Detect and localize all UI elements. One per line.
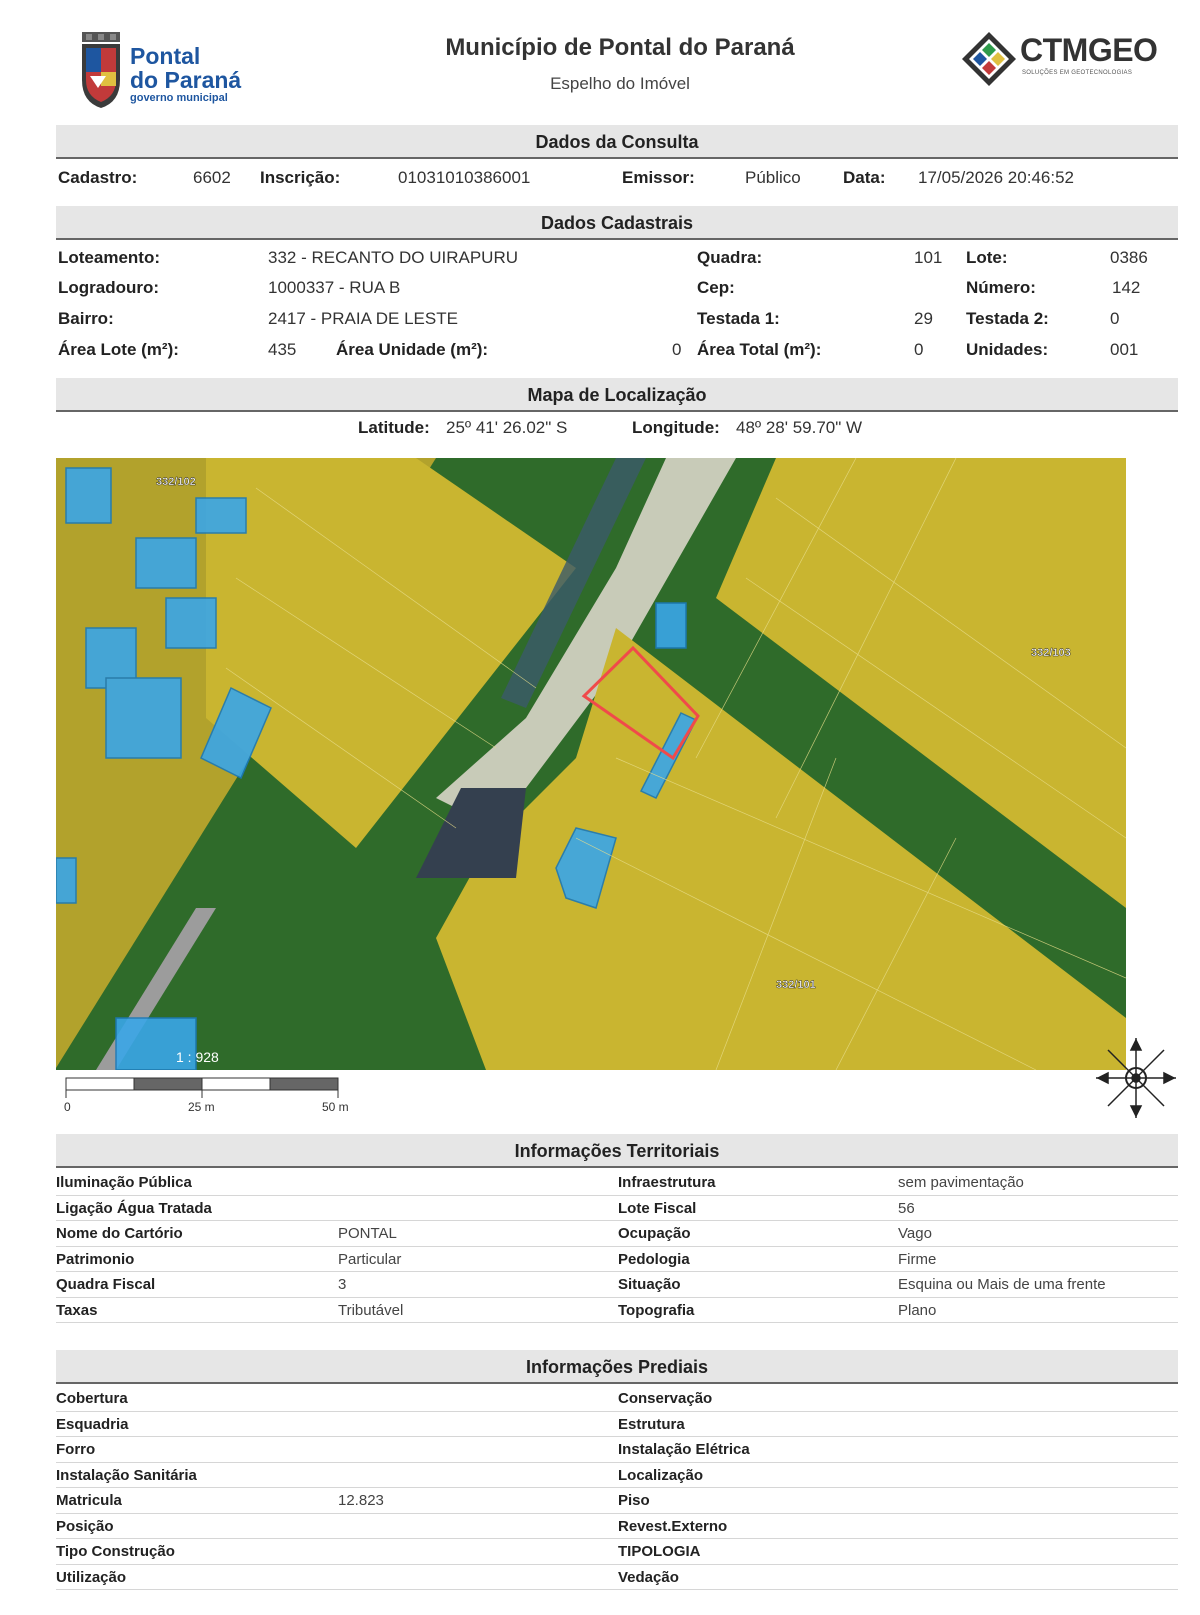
row-label-left: Esquadria bbox=[56, 1415, 129, 1433]
row-value-right: sem pavimentação bbox=[898, 1174, 1024, 1191]
row-label-right: TIPOLOGIA bbox=[618, 1543, 701, 1560]
row-label-right: Pedologia bbox=[618, 1250, 690, 1268]
area-unidade-value: 0 bbox=[672, 340, 682, 359]
logo-line-1: Pontal bbox=[130, 43, 201, 69]
section-consulta-title: Dados da Consulta bbox=[56, 125, 1178, 159]
row-label-left: Utilização bbox=[56, 1568, 127, 1586]
table-row bbox=[56, 1514, 1178, 1540]
area-lote-label: Área Lote (m²): bbox=[58, 340, 179, 359]
testada1-value: 29 bbox=[914, 309, 933, 328]
row-label-right: Instalação Elétrica bbox=[618, 1441, 750, 1458]
scale-label-25: 25 m bbox=[188, 1100, 215, 1114]
map-scale-ratio: 1 : 928 bbox=[176, 1049, 219, 1065]
ctmgeo-logo bbox=[960, 30, 1185, 90]
table-row bbox=[56, 1247, 1178, 1273]
data-label: Data: bbox=[843, 168, 886, 187]
row-value-right: Esquina ou Mais de uma frente bbox=[898, 1276, 1106, 1293]
cadastro-label: Cadastro: bbox=[58, 168, 138, 187]
crest-icon bbox=[78, 32, 124, 108]
bairro-label: Bairro: bbox=[58, 309, 114, 328]
longitude-label: Longitude: bbox=[632, 418, 720, 437]
logradouro-value: 1000337 - RUA B bbox=[268, 278, 401, 297]
row-label-right: Lote Fiscal bbox=[618, 1199, 697, 1217]
logo-line-3: governo municipal bbox=[130, 92, 228, 104]
row-label-left: Matricula bbox=[56, 1492, 122, 1509]
row-label-right: Localização bbox=[618, 1466, 704, 1484]
ctmgeo-subtitle: SOLUÇÕES EM GEOTECNOLOGIAS bbox=[1022, 70, 1133, 76]
section-cadastrais-title: Dados Cadastrais bbox=[56, 206, 1178, 240]
area-lote-value: 435 bbox=[268, 340, 297, 359]
inscricao-value: 01031010386001 bbox=[398, 168, 531, 187]
table-row bbox=[56, 1196, 1178, 1222]
numero-label: Número: bbox=[966, 278, 1036, 297]
row-label-right: Infraestrutura bbox=[618, 1174, 716, 1191]
data-value: 17/05/2026 20:46:52 bbox=[918, 168, 1074, 187]
logo-line-2: do Paraná bbox=[130, 67, 242, 93]
table-row bbox=[56, 1412, 1178, 1438]
row-label-left: Forro bbox=[56, 1441, 96, 1458]
compass-rose-icon bbox=[1094, 1036, 1178, 1120]
scale-label-0: 0 bbox=[64, 1100, 71, 1114]
block-label-332-102: 332/102 bbox=[156, 476, 196, 488]
page-title: Município de Pontal do Paraná bbox=[445, 34, 795, 61]
row-label-right: Vedação bbox=[618, 1568, 679, 1586]
title-block bbox=[360, 34, 880, 94]
numero-value: 142 bbox=[1112, 278, 1141, 297]
row-value-left: 12.823 bbox=[338, 1492, 384, 1509]
ctmgeo-diamond-icon bbox=[960, 30, 1018, 88]
quadra-value: 101 bbox=[914, 248, 943, 267]
inscricao-label: Inscrição: bbox=[260, 168, 341, 187]
testada2-label: Testada 2: bbox=[966, 309, 1049, 328]
quadra-label: Quadra: bbox=[697, 248, 763, 267]
section-prediais-title: Informações Prediais bbox=[56, 1350, 1178, 1384]
testada2-value: 0 bbox=[1110, 309, 1120, 328]
section-territoriais-title: Informações Territoriais bbox=[56, 1134, 1178, 1168]
longitude-value: 48º 28' 59.70" W bbox=[736, 418, 863, 437]
row-value-right: 56 bbox=[898, 1199, 915, 1217]
table-row bbox=[56, 1488, 1178, 1514]
row-value-right: Vago bbox=[898, 1225, 932, 1242]
bairro-value: 2417 - PRAIA DE LESTE bbox=[268, 309, 458, 328]
area-unidade-label: Área Unidade (m²): bbox=[336, 340, 489, 359]
loteamento-value: 332 - RECANTO DO UIRAPURU bbox=[268, 248, 519, 267]
row-value-left: Particular bbox=[338, 1250, 402, 1268]
emissor-value: Público bbox=[745, 168, 801, 187]
section-mapa-title: Mapa de Localização bbox=[56, 378, 1178, 412]
row-value-right: Plano bbox=[898, 1301, 937, 1319]
latitude-label: Latitude: bbox=[358, 418, 430, 437]
loteamento-label: Loteamento: bbox=[58, 248, 160, 267]
cep-label: Cep: bbox=[697, 278, 735, 297]
row-label-left: Quadra Fiscal bbox=[56, 1276, 156, 1293]
page-header bbox=[0, 0, 1200, 120]
block-label-332-101: 332/101 bbox=[776, 979, 816, 991]
row-label-left: Iluminação Pública bbox=[56, 1174, 192, 1191]
ctmgeo-brand: CTMGEO bbox=[1020, 32, 1158, 68]
table-row bbox=[56, 1221, 1178, 1247]
row-label-left: Taxas bbox=[56, 1301, 98, 1319]
table-row bbox=[56, 1170, 1178, 1196]
row-label-right: Estrutura bbox=[618, 1415, 685, 1433]
row-label-right: Piso bbox=[618, 1492, 650, 1509]
table-row bbox=[56, 1272, 1178, 1298]
row-label-left: Ligação Água Tratada bbox=[56, 1199, 212, 1217]
lote-label: Lote: bbox=[966, 248, 1008, 267]
page-subtitle: Espelho do Imóvel bbox=[550, 74, 690, 93]
table-row bbox=[56, 1539, 1178, 1565]
cadastro-value: 6602 bbox=[193, 168, 231, 187]
territoriais-table bbox=[56, 1170, 1178, 1323]
row-value-left: 3 bbox=[338, 1276, 347, 1293]
emissor-label: Emissor: bbox=[622, 168, 695, 187]
table-row bbox=[56, 1437, 1178, 1463]
latitude-value: 25º 41' 26.02" S bbox=[446, 418, 568, 437]
row-label-right: Topografia bbox=[618, 1301, 695, 1319]
logradouro-label: Logradouro: bbox=[58, 278, 160, 297]
unidades-label: Unidades: bbox=[966, 340, 1049, 359]
table-row bbox=[56, 1565, 1178, 1591]
prediais-table bbox=[56, 1386, 1178, 1590]
row-label-right: Ocupação bbox=[618, 1225, 691, 1242]
row-label-left: Patrimonio bbox=[56, 1250, 135, 1268]
municipality-logo bbox=[78, 32, 258, 110]
row-label-left: Posição bbox=[56, 1517, 114, 1535]
scale-bar bbox=[64, 1076, 364, 1116]
scale-label-50: 50 m bbox=[322, 1100, 349, 1114]
row-label-right: Revest.Externo bbox=[618, 1517, 728, 1535]
row-label-left: Instalação Sanitária bbox=[56, 1466, 197, 1484]
location-map[interactable] bbox=[56, 458, 1126, 1070]
lote-value: 0386 bbox=[1110, 248, 1148, 267]
table-row bbox=[56, 1298, 1178, 1324]
row-label-left: Nome do Cartório bbox=[56, 1225, 183, 1242]
row-label-left: Cobertura bbox=[56, 1390, 128, 1407]
map-canvas bbox=[56, 458, 1126, 1070]
row-label-left: Tipo Construção bbox=[56, 1543, 175, 1560]
area-total-value: 0 bbox=[914, 340, 924, 359]
testada1-label: Testada 1: bbox=[697, 309, 780, 328]
row-value-left: Tributável bbox=[338, 1301, 404, 1319]
row-label-right: Conservação bbox=[618, 1390, 713, 1407]
row-value-right: Firme bbox=[898, 1250, 937, 1268]
row-value-left: PONTAL bbox=[338, 1225, 397, 1242]
table-row bbox=[56, 1386, 1178, 1412]
block-label-332-103: 332/103 bbox=[1031, 647, 1071, 659]
area-total-label: Área Total (m²): bbox=[697, 340, 822, 359]
unidades-value: 001 bbox=[1110, 340, 1139, 359]
row-label-right: Situação bbox=[618, 1276, 681, 1293]
logo-text bbox=[130, 44, 241, 104]
table-row bbox=[56, 1463, 1178, 1489]
